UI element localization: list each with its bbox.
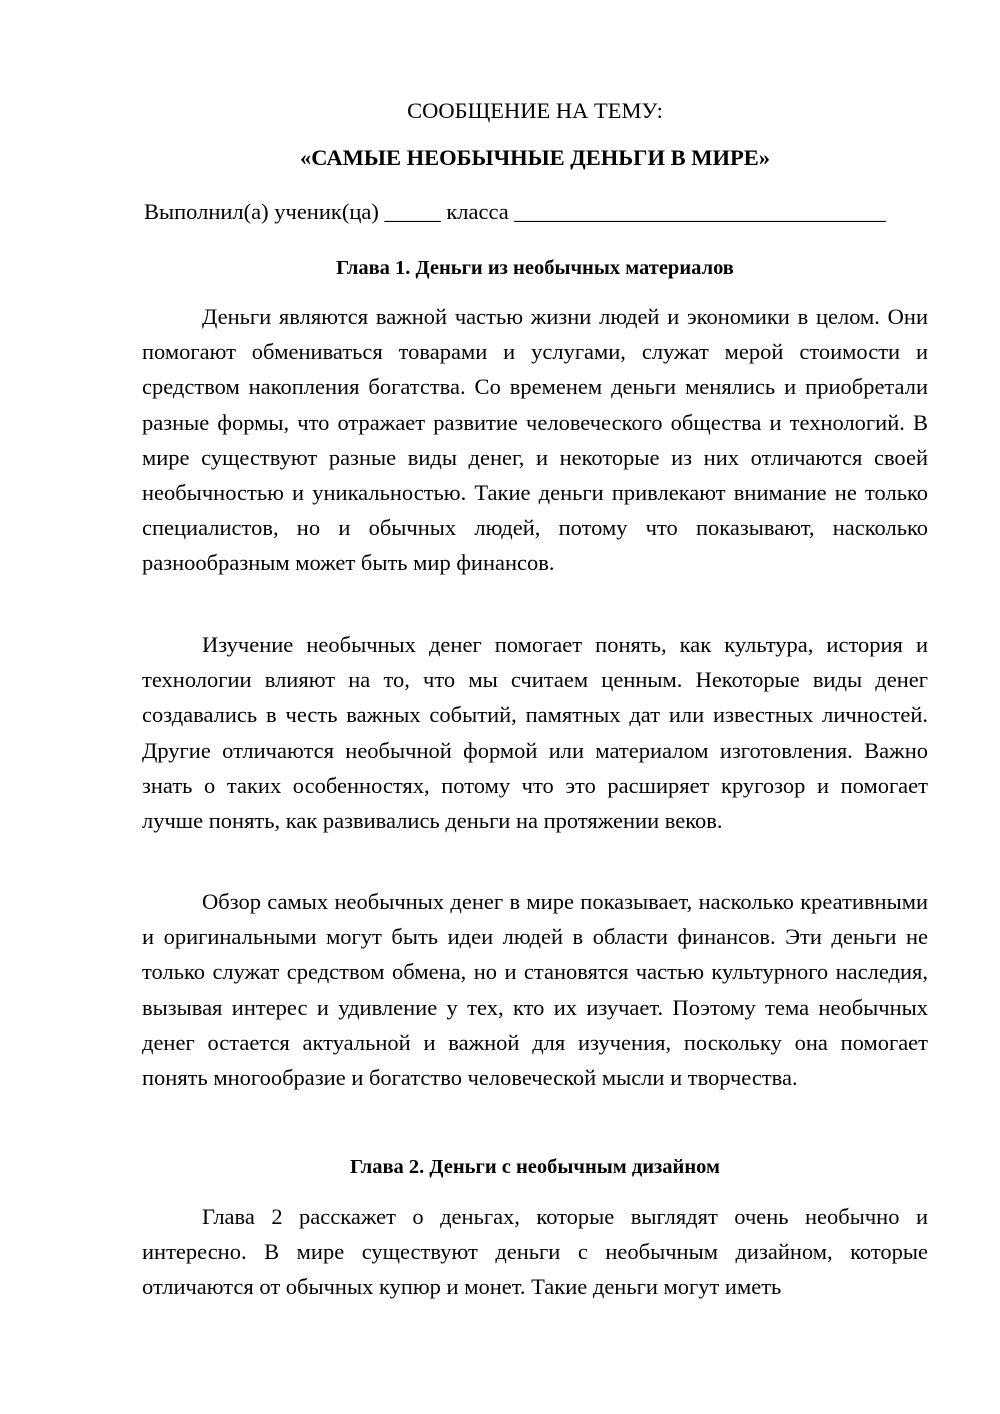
author-line: Выполнил(а) ученик(ца) _____ класса _________________________________: [144, 199, 886, 224]
document-title-line-1: СООБЩЕНИЕ НА ТЕМУ:: [407, 98, 663, 123]
chapter-2-paragraph-1: Глава 2 расскажет о деньгах, которые выглядят очень необычно и интересно. В мире существуют деньги с необычным дизайном, которые отличаются от обычных купюр и монет. Такие деньги могут иметь: [142, 1204, 928, 1300]
chapter-1-paragraph-2: Изучение необычных денег помогает понять, как культура, история и технологии влияют на то, что мы считаем ценным. Некоторые виды денег создавались в честь важных событий, памятных дат или известных личностей. Другие отличаются необычной формой или материалом изготовления. Важно знать о таких особенностях, потому что это расширяет кругозор и помогает лучше понять, как развивались деньги на протяжении веков.: [142, 632, 928, 834]
chapter-2-heading: Глава 2. Деньги с необычным дизайном: [349, 1156, 720, 1178]
document-page: [142, 0, 928, 1414]
chapter-1-paragraph-1: Деньги являются важной частью жизни людей и экономики в целом. Они помогают обмениваться товарами и услугами, служат мерой стоимости и средством накопления богатства. Со временем деньги менялись и приобретали разные формы, что отражает развитие человеческого общества и технологий. В мире существуют разные виды денег, и некоторые из них отличаются своей необычностью и уникальностью. Такие деньги привлекают внимание не только специалистов, но и обычных людей, потому что показывают, насколько разнообразным может быть мир финансов.: [142, 304, 928, 576]
document-title-line-2: «САМЫЕ НЕОБЫЧНЫЕ ДЕНЬГИ В МИРЕ»: [300, 145, 770, 170]
chapter-1-paragraph-3: Обзор самых необычных денег в мире показывает, насколько креативными и оригинальными могут быть идеи людей в области финансов. Эти деньги не только служат средством обмена, но и становятся частью культурного наследия, вызывая интерес и удивление у тех, кто их изучает. Поэтому тема необычных денег остается актуальной и важной для изучения, поскольку она помогает понять многообразие и богатство человеческой мысли и творчества.: [142, 889, 928, 1091]
chapter-1-heading: Глава 1. Деньги из необычных материалов: [336, 257, 734, 279]
